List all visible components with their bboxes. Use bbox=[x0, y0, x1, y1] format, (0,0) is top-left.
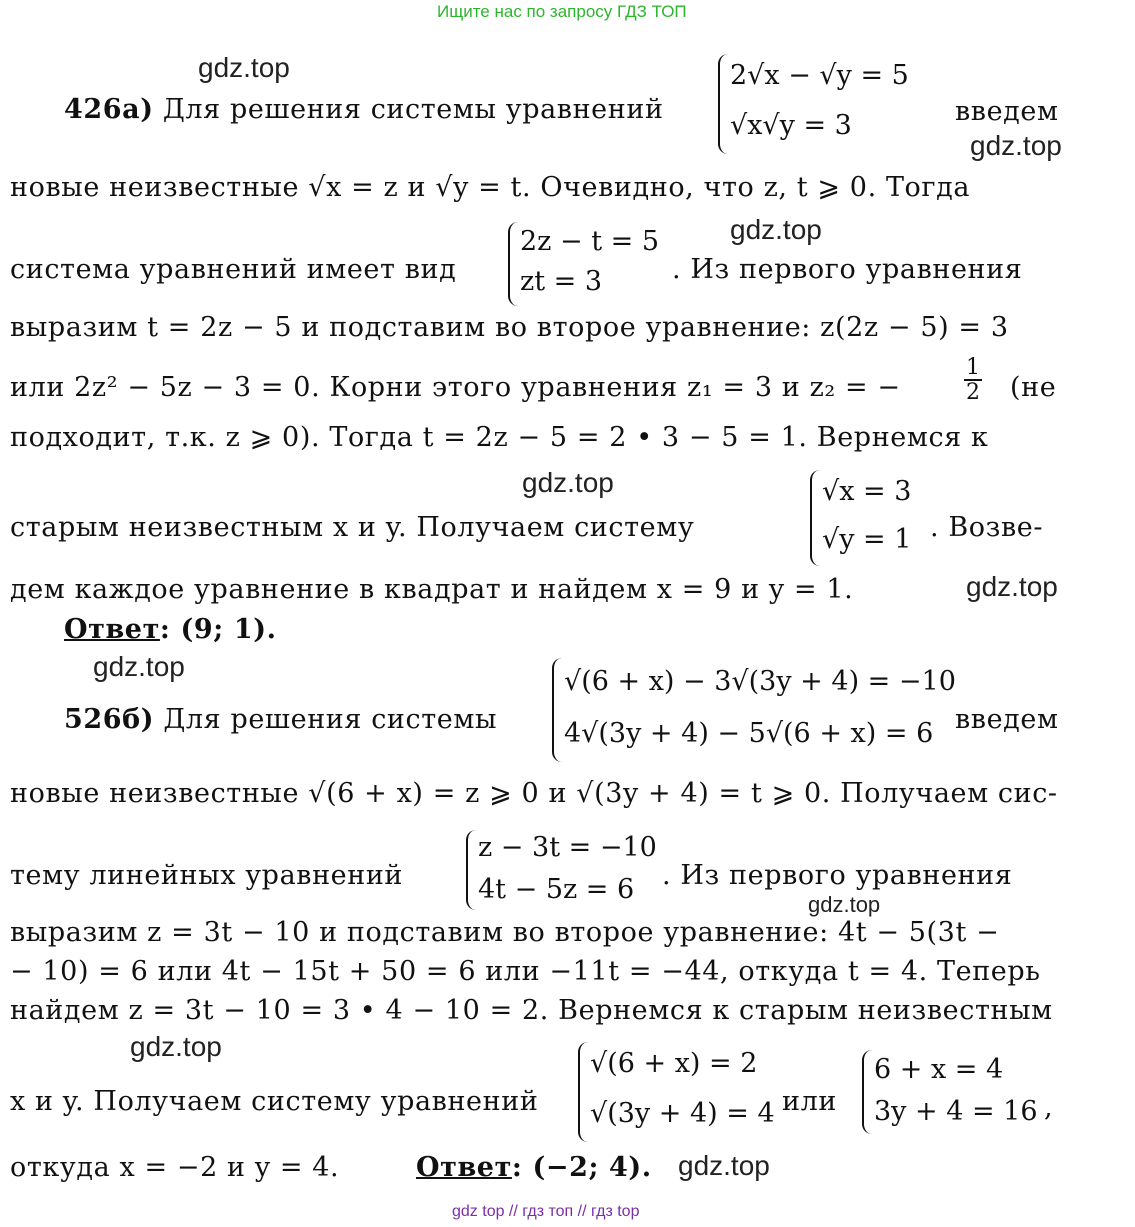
answer-label: Ответ bbox=[416, 1152, 512, 1183]
equation: √(6 + x) − 3√(3y + 4) = −10 bbox=[564, 666, 956, 697]
intro-text: Для решения системы bbox=[163, 704, 498, 735]
text-line: (не bbox=[1010, 372, 1057, 403]
equation: √y = 1 bbox=[822, 524, 912, 555]
equation-system bbox=[810, 470, 940, 566]
text-line: . Из первого уравнения bbox=[662, 860, 1013, 891]
equation: √x = 3 bbox=[822, 476, 912, 507]
equation: 4√(3y + 4) − 5√(6 + x) = 6 bbox=[564, 718, 934, 749]
text-line: подходит, т.к. z ⩾ 0). Тогда t = 2z − 5 = 2 • 3 − 5 = 1. Вернемся к bbox=[10, 422, 989, 453]
intro-end: введем bbox=[955, 704, 1059, 735]
equation: z − 3t = −10 bbox=[478, 832, 657, 863]
text-line: система уравнений имеет вид bbox=[10, 254, 457, 285]
watermark: gdz.top bbox=[966, 571, 1058, 602]
watermark: gdz.top bbox=[522, 467, 614, 498]
site-header: Ищите нас по запросу ГДЗ ТОП bbox=[437, 2, 687, 21]
text-line: . Возве- bbox=[930, 512, 1044, 543]
equation-system bbox=[718, 54, 948, 154]
equation-system bbox=[508, 222, 678, 306]
answer bbox=[64, 614, 277, 645]
watermark: gdz.top bbox=[678, 1150, 770, 1181]
intro-end: введем bbox=[955, 96, 1059, 127]
equation: zt = 3 bbox=[520, 266, 603, 297]
equation: 3y + 4 = 16 bbox=[874, 1096, 1038, 1127]
problem-526b-intro bbox=[64, 704, 497, 735]
watermark: gdz.top bbox=[808, 892, 881, 917]
text-line: − 10) = 6 или 4t − 15t + 50 = 6 или −11t = −44, откуда t = 4. Теперь bbox=[10, 956, 1041, 987]
intro-text: Для решения системы уравнений bbox=[162, 94, 664, 125]
text-line: новые неизвестные √(6 + x) = z ⩾ 0 и √(3y + 4) = t ⩾ 0. Получаем сис- bbox=[10, 778, 1058, 809]
brace bbox=[862, 1050, 874, 1134]
watermark: gdz.top bbox=[93, 651, 185, 682]
text-line: дем каждое уравнение в квадрат и найдем x = 9 и y = 1. bbox=[10, 574, 854, 605]
equation-system bbox=[578, 1042, 778, 1142]
text-line: найдем z = 3t − 10 = 3 • 4 − 10 = 2. Вернемся к старым неизвестным bbox=[10, 995, 1053, 1026]
text-line: новые неизвестные √x = z и √y = t. Очевидно, что z, t ⩾ 0. Тогда bbox=[10, 172, 971, 203]
equation: √x√y = 3 bbox=[730, 110, 852, 141]
text-line: откуда x = −2 и y = 4. bbox=[10, 1152, 340, 1183]
brace bbox=[508, 222, 520, 306]
site-footer: gdz top // гдз топ // гдз top bbox=[452, 1203, 640, 1220]
text-line: . Из первого уравнения bbox=[672, 254, 1023, 285]
watermark: gdz.top bbox=[198, 52, 290, 83]
fraction-numerator: 1 bbox=[966, 355, 980, 380]
text-line: x и y. Получаем систему уравнений bbox=[10, 1086, 539, 1117]
problem-426a-intro bbox=[64, 94, 664, 125]
answer-value: : (9; 1). bbox=[159, 614, 277, 645]
brace bbox=[810, 470, 822, 566]
text-line: тему линейных уравнений bbox=[10, 860, 404, 891]
brace bbox=[466, 830, 478, 910]
problem-label: 426а) bbox=[64, 94, 154, 125]
text-line: выразим z = 3t − 10 и подставим во второе уравнение: 4t − 5(3t − bbox=[10, 917, 1000, 948]
fraction-denominator: 2 bbox=[966, 380, 980, 406]
equation: √(6 + x) = 2 bbox=[590, 1048, 758, 1079]
text-line: старым неизвестным x и y. Получаем систему bbox=[10, 512, 695, 543]
text-line: или 2z² − 5z − 3 = 0. Корни этого уравнения z₁ = 3 и z₂ = − bbox=[10, 372, 901, 403]
text-line: выразим t = 2z − 5 и подставим во второе уравнение: z(2z − 5) = 3 bbox=[10, 312, 1009, 343]
equation-system bbox=[862, 1050, 1042, 1134]
fraction bbox=[962, 356, 984, 404]
equation: √(3y + 4) = 4 bbox=[590, 1098, 775, 1129]
brace bbox=[552, 658, 564, 762]
equation-system bbox=[466, 830, 676, 910]
answer-label: Ответ bbox=[64, 614, 160, 645]
equation: 2z − t = 5 bbox=[520, 226, 660, 257]
equation: 6 + x = 4 bbox=[874, 1054, 1004, 1085]
equation: 2√x − √y = 5 bbox=[730, 60, 909, 91]
watermark: gdz.top bbox=[130, 1031, 222, 1062]
watermark: gdz.top bbox=[970, 130, 1062, 161]
watermark: gdz.top bbox=[730, 214, 822, 245]
text-line: , bbox=[1044, 1092, 1054, 1123]
brace bbox=[718, 54, 730, 154]
brace bbox=[578, 1042, 590, 1142]
answer bbox=[416, 1152, 652, 1183]
answer-value: : (−2; 4). bbox=[511, 1152, 652, 1183]
equation: 4t − 5z = 6 bbox=[478, 874, 635, 905]
equation-system bbox=[552, 658, 956, 762]
text-line: или bbox=[782, 1086, 837, 1117]
problem-label: 526б) bbox=[64, 704, 155, 735]
